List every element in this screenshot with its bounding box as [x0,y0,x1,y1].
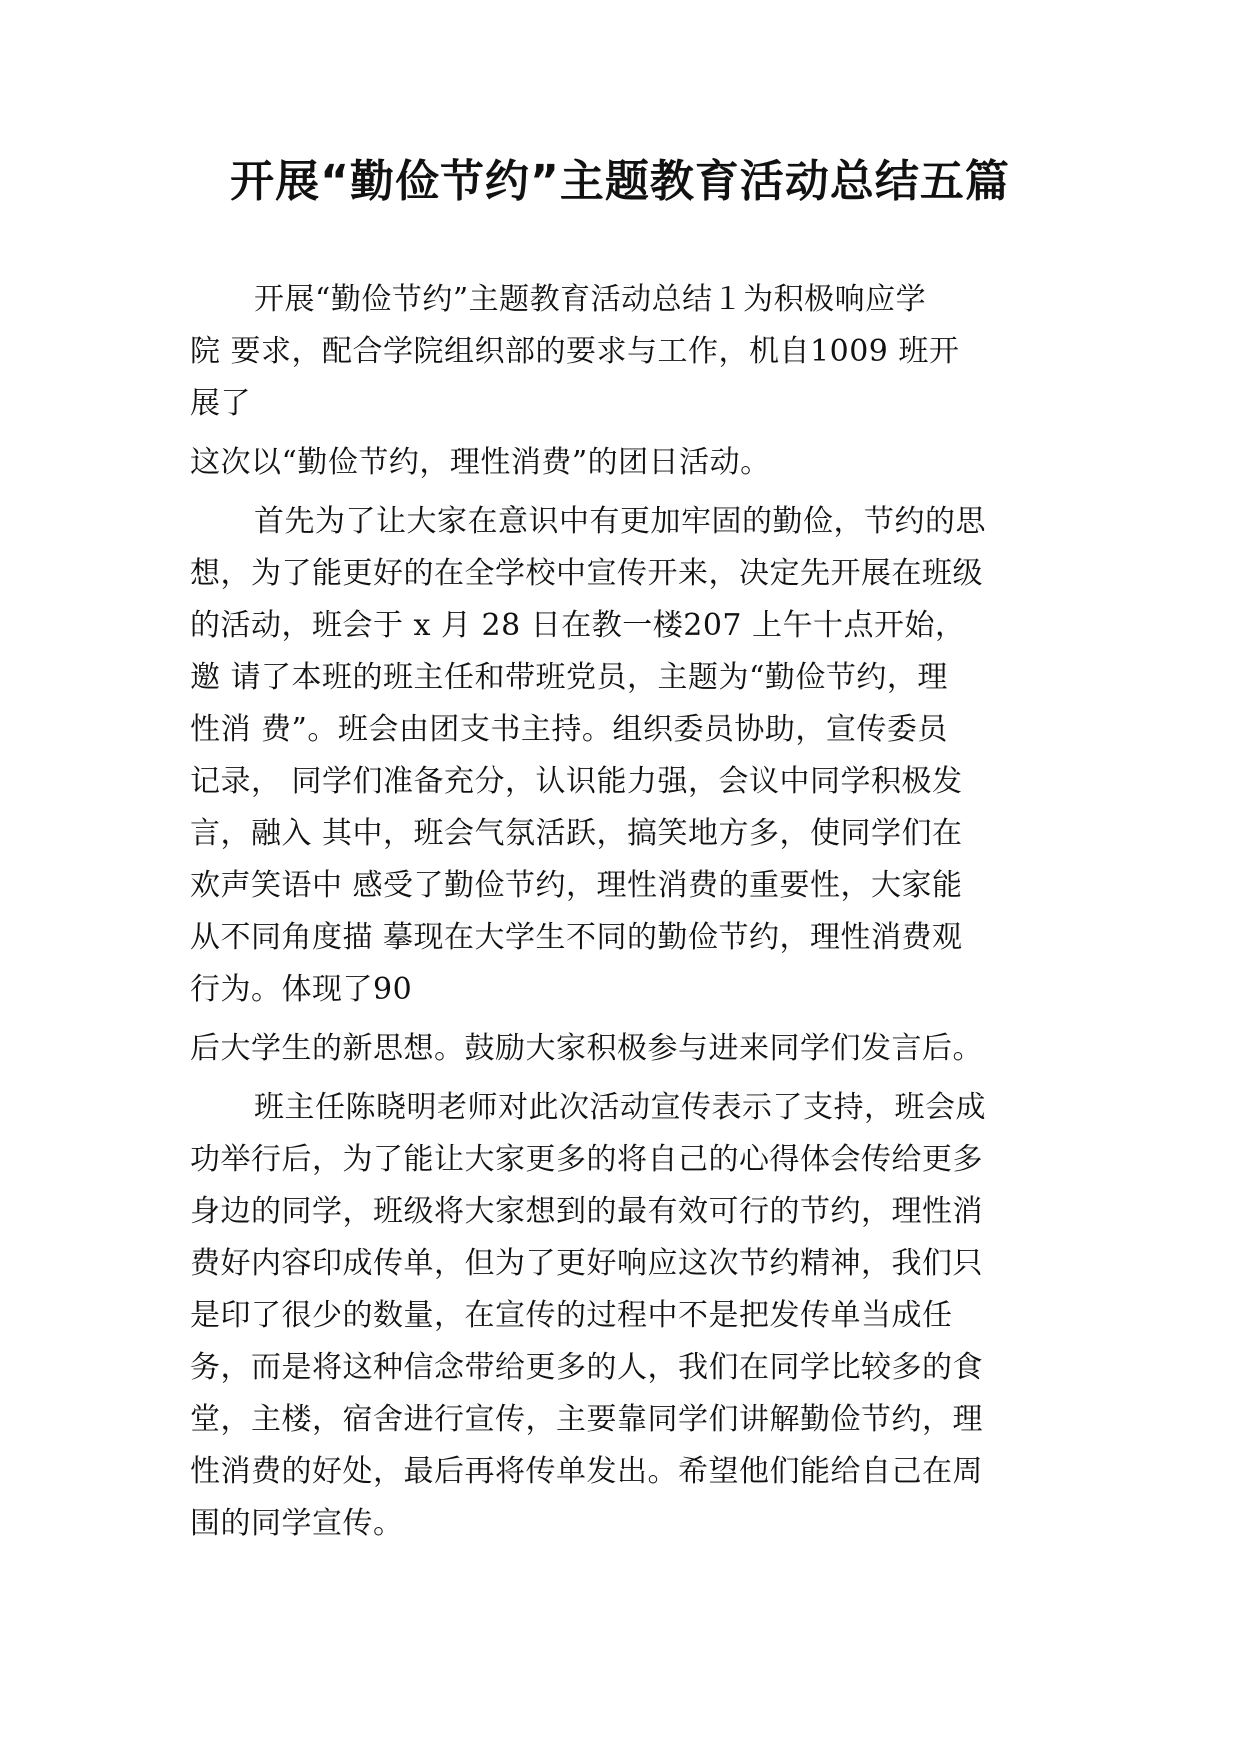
text-line: 后大学生的新思想。鼓励大家积极参与进来同学们发言后。 [190,1031,983,1066]
text-line: 院 要求，配合学院组织部的要求与工作，机自1009 班开 [190,334,960,369]
text-line: 务，而是将这种信念带给更多的人，我们在同学比较多的食 [190,1350,983,1385]
text-line: 堂，主楼，宿舍进行宣传，主要靠同学们讲解勤俭节约，理 [190,1402,983,1437]
text-line: 开展“勤俭节约”主题教育活动总结１为积极响应学 [254,282,927,317]
text-line: 性消 费”。班会由团支书主持。组织委员协助，宣传委员 [190,712,948,747]
document-title: 开展“勤俭节约”主题教育活动总结五篇 [230,156,1010,207]
text-line: 性消费的好处，最后再将传单发出。希望他们能给自己在周 [190,1454,983,1489]
document-body [190,274,1050,1557]
text-line: 这次以“勤俭节约，理性消费”的团日活动。 [190,445,771,480]
text-line: 费好内容印成传单，但为了更好响应这次节约精神，我们只 [190,1246,983,1281]
paragraph-3 [190,496,1050,1016]
text-line: 记录， 同学们准备充分，认识能力强，会议中同学积极发 [190,764,963,799]
text-line: 身边的同学，班级将大家想到的最有效可行的节约，理性消 [190,1194,983,1229]
text-line: 的活动，班会于 x 月 28 日在教一楼207 上午十点开始， [190,608,966,643]
paragraph-2 [190,437,1050,489]
text-line: 邀 请了本班的班主任和带班党员，主题为“勤俭节约，理 [190,660,948,695]
text-line: 言，融入 其中，班会气氛活跃，搞笑地方多，使同学们在 [190,816,963,851]
text-line: 班主任陈晓明老师对此次活动宣传表示了支持，班会成 [254,1090,986,1125]
text-line: 功举行后，为了能让大家更多的将自己的心得体会传给更多 [190,1142,983,1177]
paragraph-1 [190,274,1050,430]
text-line: 欢声笑语中 感受了勤俭节约，理性消费的重要性，大家能 [190,868,963,903]
text-line: 展了 [190,386,251,421]
paragraph-4 [190,1023,1050,1075]
text-line: 想，为了能更好的在全学校中宣传开来，决定先开展在班级 [190,556,983,591]
text-line: 行为。体现了90 [190,972,413,1007]
text-line: 从不同角度描 摹现在大学生不同的勤俭节约，理性消费观 [190,920,963,955]
paragraph-5 [190,1082,1050,1550]
text-line: 首先为了让大家在意识中有更加牢固的勤俭，节约的思 [254,504,986,539]
text-line: 是印了很少的数量，在宣传的过程中不是把发传单当成任 [190,1298,953,1333]
text-line: 围的同学宣传。 [190,1506,404,1541]
